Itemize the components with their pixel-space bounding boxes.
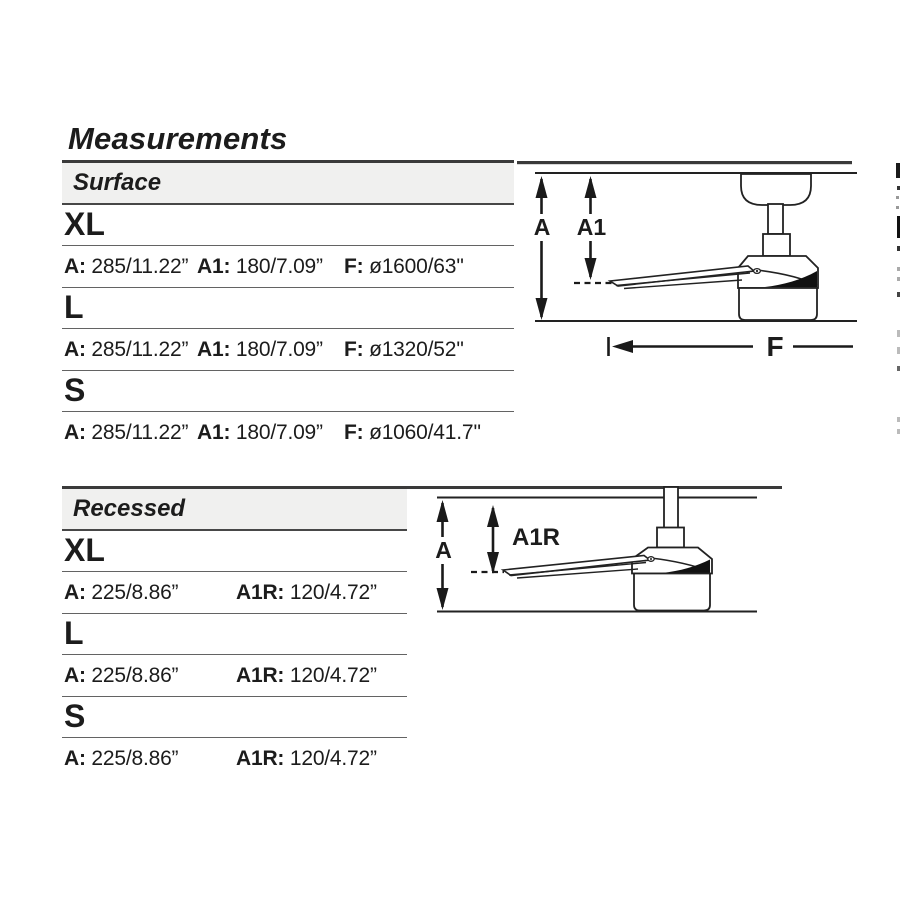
recessed-measurement-row-s [62, 738, 407, 781]
blade [610, 266, 754, 286]
fan-drawing [610, 174, 818, 320]
recessed-mounting-diagram [432, 483, 762, 615]
surface-size-heading-l: L [62, 288, 514, 329]
dim-a1-value: A1: 180/7.09” [197, 254, 323, 278]
surface-dim-label-f: F [757, 331, 793, 363]
blade [503, 556, 650, 576]
dim-a-value: A: 285/11.22” [64, 254, 189, 278]
dim-a-value: A: 225/8.86” [64, 746, 179, 770]
dim-a1-value: A1: 180/7.09” [197, 337, 323, 361]
lower-housing [634, 574, 710, 611]
surface-measurement-row-l [62, 329, 514, 372]
surface-dim-label-a: A [528, 214, 556, 241]
recessed-measurement-row-xl [62, 572, 407, 615]
recessed-dim-label-a1r: A1R [507, 524, 565, 552]
downrod [664, 487, 678, 528]
dim-a1r-value: A1R: 120/4.72” [236, 663, 377, 687]
recessed-measurement-row-l [62, 655, 407, 698]
surface-size-heading-xl: XL [62, 205, 514, 246]
dim-a1r-value: A1R: 120/4.72” [236, 580, 377, 604]
dimension-arrow-a1r-icon [487, 505, 499, 574]
recessed-size-heading-s: S [62, 697, 407, 738]
dim-a-value: A: 225/8.86” [64, 580, 179, 604]
downrod [768, 204, 783, 234]
recessed-size-heading-l: L [62, 614, 407, 655]
dim-a-value: A: 285/11.22” [64, 337, 189, 361]
page-title: Measurements [68, 121, 288, 156]
dim-a1-value: A1: 180/7.09” [197, 420, 323, 444]
surface-measurement-row-s [62, 412, 514, 455]
dimension-arrow-a-icon [536, 176, 548, 320]
dim-f-value: F: ø1060/41.7'' [344, 420, 481, 444]
dim-a-value: A: 285/11.22” [64, 420, 189, 444]
recessed-section-header [62, 489, 407, 531]
surface-size-heading-s: S [62, 371, 514, 412]
coupler [763, 234, 790, 256]
lower-housing [739, 288, 817, 320]
slab-line [517, 161, 852, 164]
dim-a-value: A: 225/8.86” [64, 663, 179, 687]
coupler [657, 528, 684, 548]
recessed-size-heading-xl: XL [62, 531, 407, 572]
dimension-line-f-icon [609, 337, 854, 356]
surface-header-label: Surface [73, 169, 162, 196]
canopy [741, 174, 811, 205]
dim-a1r-value: A1R: 120/4.72” [236, 746, 377, 770]
recessed-dim-label-a: A [430, 537, 457, 564]
surface-section-header [62, 163, 514, 205]
dim-f-value: F: ø1320/52'' [344, 337, 464, 361]
surface-table [62, 160, 514, 454]
recessed-table [62, 489, 407, 780]
surface-dim-label-a1: A1 [574, 214, 609, 241]
surface-mounting-diagram [515, 158, 860, 363]
recessed-header-label: Recessed [73, 495, 186, 522]
surface-measurement-row-xl [62, 246, 514, 289]
dim-f-value: F: ø1600/63'' [344, 254, 464, 278]
